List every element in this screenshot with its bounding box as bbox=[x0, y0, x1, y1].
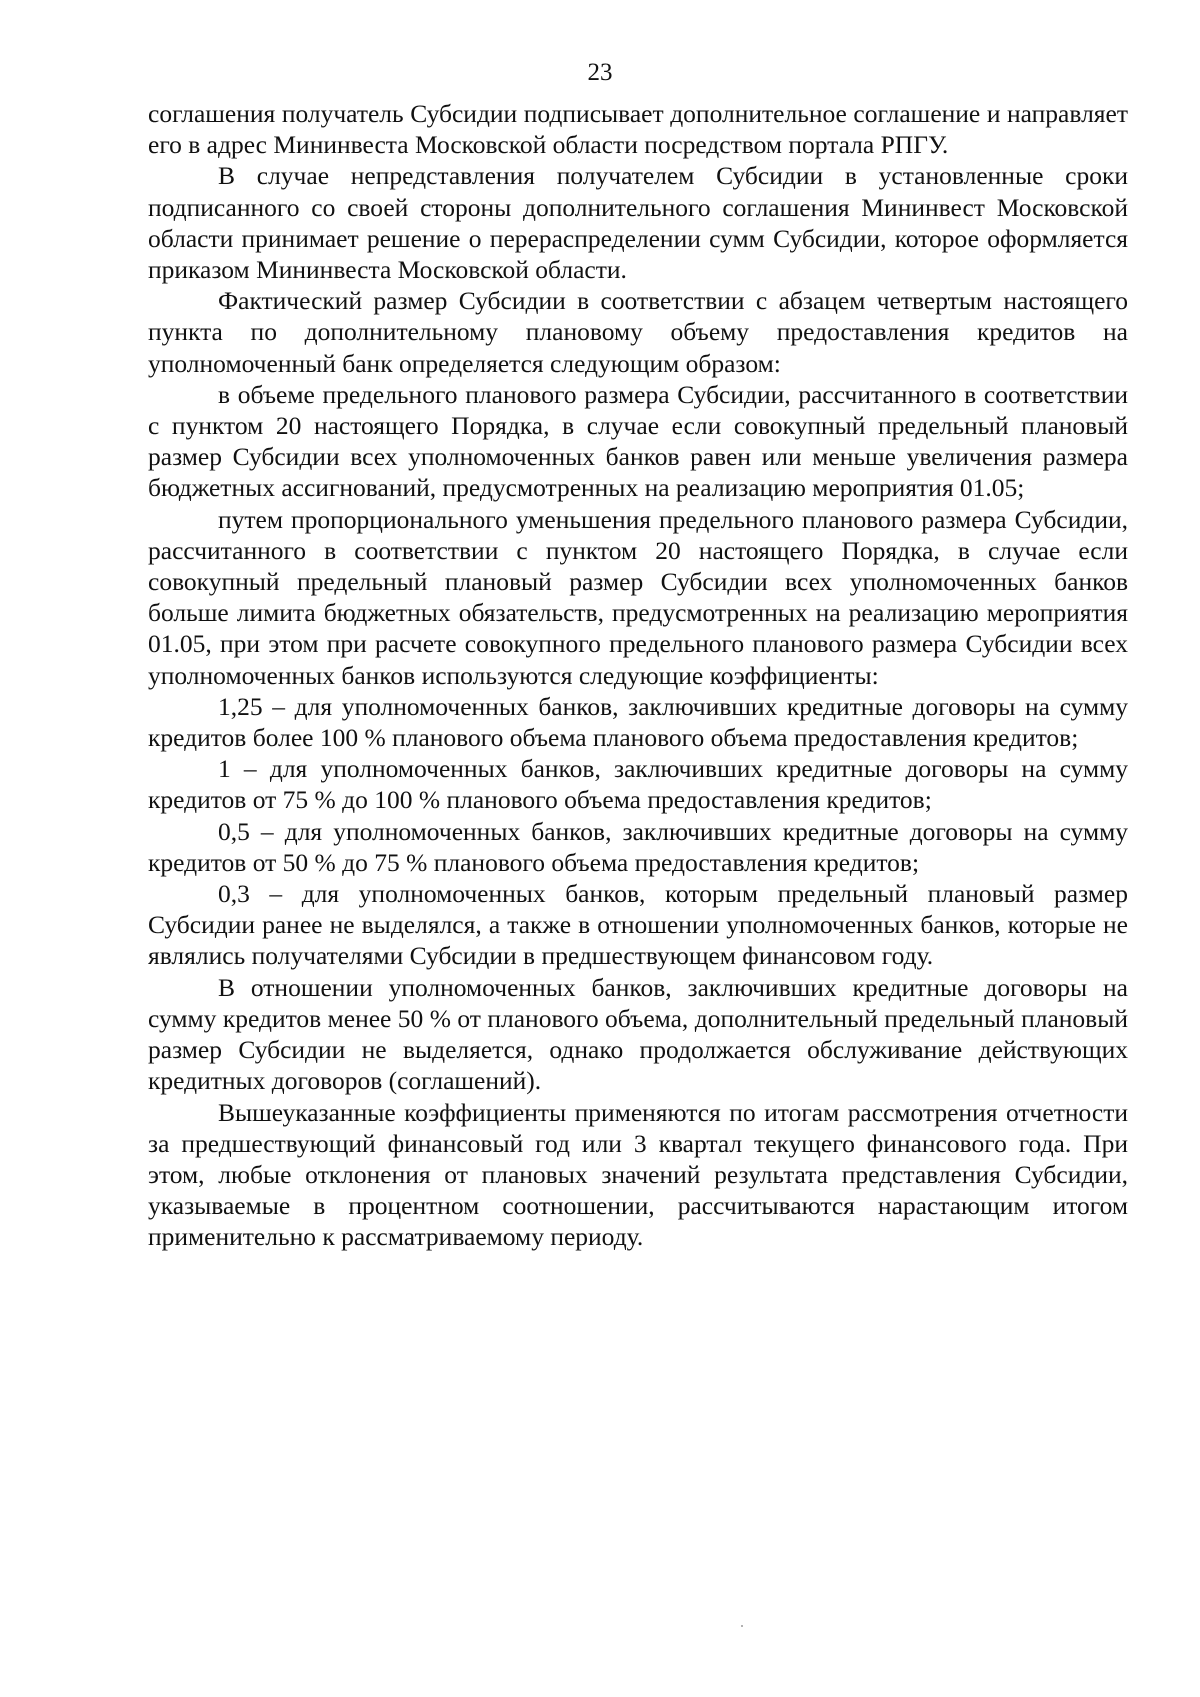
paragraph-proportional-reduction: путем пропорционального уменьшения предельного планового размера Субсидии, рассчитанного в соответствии с пунктом 20 настоящего Порядка, в случае если совокупный предельный плановый размер Субсидии всех уполномоченных банков больше лимита бюджетных обязательств, предусмотренных на реализацию мероприятия 01.05, при этом при расчете совокупного предельного планового размера Субсидии всех уполномоченных банков используются следующие коэффициенты: bbox=[148, 504, 1128, 690]
coefficient-1: 1 – для уполномоченных банков, заключивших кредитные договоры на сумму кредитов от 75 % до 100 % планового объема предоставления кредитов; bbox=[148, 754, 1128, 815]
paragraph-coefficients-application: Вышеуказанные коэффициенты применяются по итогам рассмотрения отчетности за предшествующий финансовый год или 3 квартал текущего финансового года. При этом, любые отклонения от плановых значений результата представления Субсидии, указываемые в процентном соотношении, рассчитываются нарастающим итогом применительно к рассматриваемому периоду. bbox=[148, 1097, 1128, 1252]
coefficient-0-3: 0,3 – для уполномоченных банков, которым предельный плановый размер Субсидии ранее не выделялся, а также в отношении уполномоченных банков, которые не являлись получателями Субсидии в предшествующем финансовом году. bbox=[148, 879, 1128, 971]
paragraph-nonsubmission: В случае непредставления получателем Субсидии в установленные сроки подписанного со своей стороны дополнительного соглашения Мининвест Московской области принимает решение о перераспределении сумм Субсидии, которое оформляется приказом Мининвеста Московской области. bbox=[148, 161, 1128, 285]
coefficient-1-25: 1,25 – для уполномоченных банков, заключивших кредитные договоры на сумму кредитов более 100 % планового объема планового объема предоставления кредитов; bbox=[148, 691, 1128, 753]
page-number: 23 bbox=[587, 59, 613, 86]
scan-speck bbox=[741, 1625, 743, 1627]
paragraph-full-amount-case: в объеме предельного планового размера Субсидии, рассчитанного в соответствии с пунктом 20 настоящего Порядка, в случае если совокупный предельный плановый размер Субсидии всех уполномоченных банков равен или меньше увеличения размера бюджетных ассигнований, предусмотренных на реализацию мероприятия 01.05; bbox=[148, 379, 1128, 503]
paragraph-actual-size: Фактический размер Субсидии в соответствии с абзацем четвертым настоящего пункта по дополнительному плановому объему предоставления кредитов на уполномоченный банк определяется следующим образом: bbox=[148, 286, 1128, 378]
document-body bbox=[148, 98, 1128, 1253]
paragraph-continuation: соглашения получатель Субсидии подписывает дополнительное соглашение и направляет его в адрес Мининвеста Московской области посредством портала РПГУ. bbox=[148, 99, 1128, 160]
coefficient-0-5: 0,5 – для уполномоченных банков, заключивших кредитные договоры на сумму кредитов от 50 % до 75 % планового объема предоставления кредитов; bbox=[148, 816, 1128, 877]
paragraph-below-50-percent: В отношении уполномоченных банков, заключивших кредитные договоры на сумму кредитов менее 50 % от планового объема, дополнительный предельный плановый размер Субсидии не выделяется, однако продолжается обслуживание действующих кредитных договоров (соглашений). bbox=[148, 972, 1128, 1096]
